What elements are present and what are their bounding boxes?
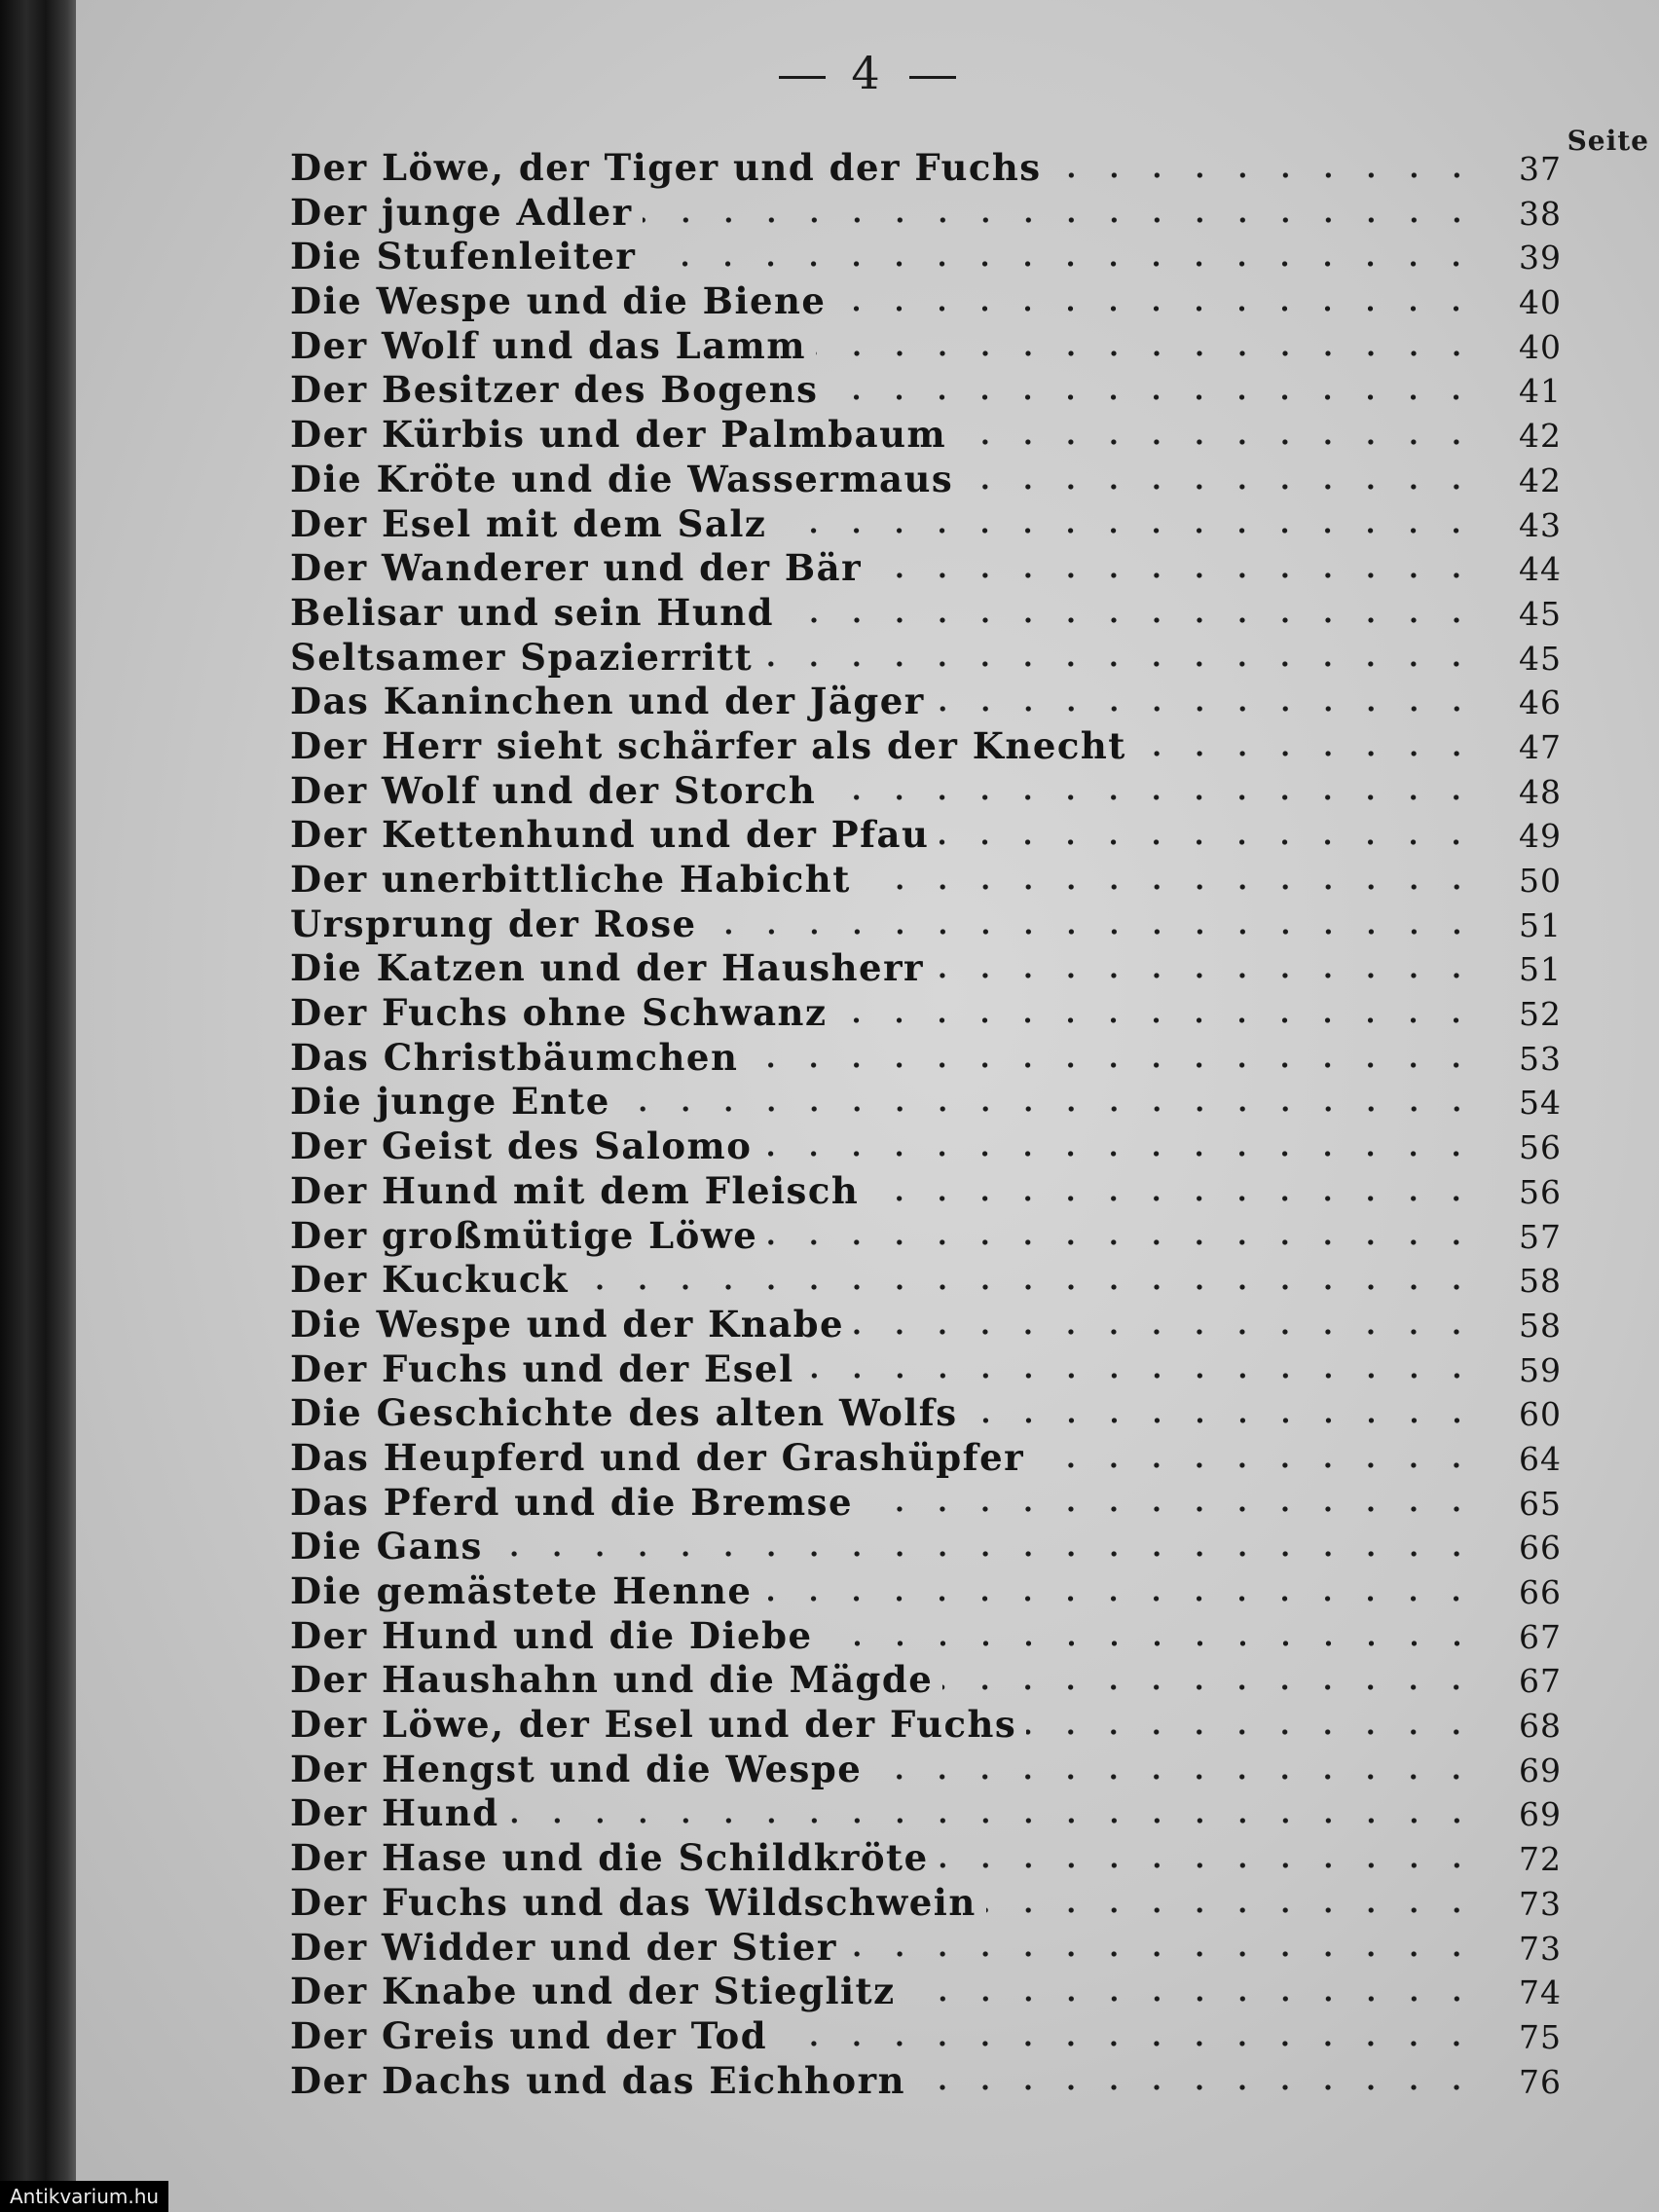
toc-entry-title: Der Herr sieht schärfer als der Knecht — [290, 723, 1126, 767]
toc-entry-page: 64 — [1519, 1439, 1562, 1478]
toc-entry-title: Der Hund mit dem Fleisch — [290, 1168, 860, 1212]
toc-entry-page: 43 — [1519, 505, 1562, 544]
toc-entry — [290, 546, 1562, 591]
toc-entry-page: 40 — [1519, 327, 1562, 366]
dot-leader — [509, 1818, 1478, 1824]
toc-entry — [290, 1303, 1562, 1347]
dot-leader — [761, 1596, 1478, 1602]
dot-leader — [939, 1862, 1478, 1868]
toc-entry — [290, 1080, 1562, 1124]
toc-entry-title: Der junge Adler — [290, 190, 633, 234]
toc-entry-page: 44 — [1519, 550, 1562, 589]
dot-leader — [935, 706, 1478, 712]
toc-entry — [290, 858, 1562, 903]
dot-leader — [863, 1506, 1478, 1512]
dot-leader — [493, 1551, 1478, 1557]
toc-entry — [290, 191, 1562, 236]
dot-leader — [761, 1151, 1478, 1157]
toc-entry — [290, 235, 1562, 279]
dot-leader — [836, 1017, 1478, 1023]
dot-leader — [847, 1951, 1478, 1957]
toc-entry-title: Der Wolf und der Storch — [290, 768, 817, 812]
dot-leader — [1026, 1729, 1478, 1735]
toc-entry-page: 42 — [1519, 417, 1562, 456]
dot-leader — [804, 1373, 1478, 1379]
toc-entry-page: 73 — [1519, 1884, 1562, 1923]
toc-entry-page: 37 — [1519, 150, 1562, 188]
toc-entry — [290, 279, 1562, 324]
toc-entry-page: 60 — [1519, 1395, 1562, 1434]
toc-entry — [290, 2014, 1562, 2059]
dot-leader — [578, 1284, 1478, 1290]
dot-leader — [784, 617, 1478, 623]
toc-entry-title: Die Wespe und die Biene — [290, 279, 827, 323]
dot-leader — [762, 661, 1478, 667]
dot-leader — [942, 1684, 1478, 1690]
toc-entry-page: 42 — [1519, 461, 1562, 499]
page-number — [76, 47, 1659, 99]
toc-entry-page: 45 — [1519, 639, 1562, 678]
toc-entry — [290, 1391, 1562, 1436]
toc-entry-title: Der Greis und der Tod — [290, 2013, 768, 2057]
toc-entry — [290, 1258, 1562, 1303]
left-dash — [779, 76, 826, 79]
toc-entry — [290, 1214, 1562, 1259]
toc-entry — [290, 1525, 1562, 1569]
toc-entry-page: 75 — [1519, 2017, 1562, 2056]
toc-entry — [290, 591, 1562, 636]
right-dash — [909, 76, 956, 79]
toc-entry-page: 40 — [1519, 283, 1562, 322]
toc-entry-title: Der Kürbis und der Palmbaum — [290, 413, 947, 457]
toc-entry-title: Die Stufenleiter — [290, 235, 637, 278]
toc-entry-title: Die Geschichte des alten Wolfs — [290, 1391, 958, 1435]
toc-entry-page: 66 — [1519, 1573, 1562, 1611]
page-column-label: Seite — [1567, 125, 1649, 157]
toc-entry-title: Das Pferd und die Bremse — [290, 1480, 854, 1524]
toc-entry-page: 66 — [1519, 1529, 1562, 1567]
toc-entry-page: 51 — [1519, 950, 1562, 989]
toc-entry-title: Die Kröte und die Wassermaus — [290, 457, 954, 500]
toc-entry-page: 48 — [1519, 772, 1562, 811]
toc-entry — [290, 636, 1562, 681]
toc-entry-title: Die junge Ente — [290, 1080, 610, 1124]
toc-entry-title: Die Gans — [290, 1525, 483, 1568]
toc-entry-title: Der Fuchs und der Esel — [290, 1346, 794, 1390]
book-spine — [0, 0, 76, 2212]
toc-entry-page: 53 — [1519, 1039, 1562, 1078]
toc-entry-page: 68 — [1519, 1707, 1562, 1746]
toc-entry-title: Der Geist des Salomo — [290, 1124, 753, 1168]
toc-entry — [290, 458, 1562, 502]
toc-entry-title: Der Hund — [290, 1791, 499, 1835]
toc-entry-title: Der Wanderer und der Bär — [290, 546, 863, 590]
toc-entry — [290, 1124, 1562, 1169]
toc-entry-page: 73 — [1519, 1929, 1562, 1968]
toc-entry-page: 58 — [1519, 1306, 1562, 1345]
toc-entry-page: 67 — [1519, 1662, 1562, 1701]
dot-leader — [861, 884, 1478, 890]
toc-entry-page: 65 — [1519, 1484, 1562, 1523]
toc-entry — [290, 1970, 1562, 2014]
toc-entry — [290, 324, 1562, 369]
toc-entry — [290, 502, 1562, 547]
dot-leader — [643, 217, 1478, 223]
dot-leader — [915, 2084, 1478, 2090]
dot-leader — [645, 261, 1478, 267]
toc-entry-title: Der großmütige Löwe — [290, 1213, 758, 1257]
toc-entry-title: Seltsamer Spazierritt — [290, 635, 754, 679]
toc-entry-title: Die gemästete Henne — [290, 1569, 753, 1612]
toc-entry-page: 59 — [1519, 1350, 1562, 1389]
dot-leader — [986, 1907, 1478, 1913]
toc-entry-title: Der Wolf und das Lamm — [290, 323, 806, 367]
dot-leader — [854, 1329, 1478, 1335]
dot-leader — [826, 794, 1478, 800]
toc-entry — [290, 1791, 1562, 1836]
toc-entry-title: Der Haushahn und die Mägde — [290, 1658, 934, 1702]
toc-entry-page: 57 — [1519, 1217, 1562, 1256]
toc-entry-title: Der Widder und der Stier — [290, 1925, 837, 1969]
dot-leader — [934, 973, 1478, 978]
toc-entry-page: 39 — [1519, 239, 1562, 277]
toc-entry-page: 67 — [1519, 1617, 1562, 1656]
toc-entry — [290, 1169, 1562, 1214]
toc-entry — [290, 1614, 1562, 1659]
dot-leader — [620, 1106, 1478, 1112]
dot-leader — [776, 528, 1478, 534]
toc-entry — [290, 146, 1562, 191]
toc-entry — [290, 1436, 1562, 1481]
dot-leader — [823, 1641, 1478, 1646]
toc-entry — [290, 724, 1562, 769]
dot-leader — [871, 572, 1478, 578]
toc-entry-title: Der Hase und die Schildkröte — [290, 1836, 929, 1880]
toc-entry-title: Das Christbäumchen — [290, 1035, 739, 1079]
toc-entry — [290, 1569, 1562, 1614]
dot-leader — [1051, 172, 1478, 178]
toc-entry — [290, 1881, 1562, 1926]
toc-entry-title: Der Löwe, der Tiger und der Fuchs — [290, 146, 1042, 189]
toc-entry-title: Der Fuchs ohne Schwanz — [290, 991, 828, 1035]
toc-entry — [290, 1703, 1562, 1748]
toc-entry-title: Der Esel mit dem Salz — [290, 501, 767, 545]
toc-entry — [290, 680, 1562, 724]
toc-entry-title: Der Kettenhund und der Pfau — [290, 813, 930, 857]
dot-leader — [777, 2041, 1478, 2046]
toc-entry-page: 46 — [1519, 683, 1562, 722]
toc-entry-page: 56 — [1519, 1172, 1562, 1211]
toc-entry — [290, 1836, 1562, 1881]
book-page — [76, 0, 1659, 2212]
toc-entry — [290, 1481, 1562, 1526]
toc-entry-page: 72 — [1519, 1840, 1562, 1879]
toc-entry — [290, 1748, 1562, 1792]
dot-leader — [828, 394, 1478, 400]
dot-leader — [939, 839, 1478, 845]
toc-entry-title: Der Dachs und das Eichhorn — [290, 2058, 905, 2102]
dot-leader — [835, 306, 1478, 312]
dot-leader — [1136, 751, 1478, 756]
toc-entry-title: Der Fuchs und das Wildschwein — [290, 1880, 977, 1924]
dot-leader — [816, 350, 1478, 356]
toc-entry — [290, 368, 1562, 413]
dot-leader — [905, 1996, 1478, 2002]
dot-leader — [956, 439, 1478, 445]
toc-entry-page: 69 — [1519, 1751, 1562, 1789]
toc-entry-title: Ursprung der Rose — [290, 902, 697, 945]
toc-entry-title: Der Löwe, der Esel und der Fuchs — [290, 1703, 1017, 1747]
toc-entry-title: Belisar und sein Hund — [290, 590, 774, 634]
dot-leader — [767, 1239, 1478, 1245]
toc-entry-page: 54 — [1519, 1084, 1562, 1123]
toc-entry-page: 45 — [1519, 594, 1562, 633]
toc-entry — [290, 413, 1562, 458]
dot-leader — [868, 1196, 1478, 1201]
toc-entry-page: 50 — [1519, 862, 1562, 900]
dot-leader — [968, 1418, 1478, 1423]
toc-entry — [290, 813, 1562, 858]
toc-entry-title: Der Besitzer des Bogens — [290, 368, 819, 412]
page-number-text: 4 — [851, 47, 884, 99]
toc-entry-page: 76 — [1519, 2062, 1562, 2101]
toc-entry-title: Der Kuckuck — [290, 1258, 569, 1302]
toc-entry-page: 74 — [1519, 1973, 1562, 2012]
toc-entry-title: Das Kaninchen und der Jäger — [290, 680, 925, 723]
toc-entry-page: 41 — [1519, 372, 1562, 411]
dot-leader — [871, 1774, 1478, 1780]
toc-entry — [290, 1036, 1562, 1081]
toc-entry — [290, 991, 1562, 1036]
table-of-contents — [290, 146, 1562, 2103]
toc-entry-title: Die Katzen und der Hausherr — [290, 946, 925, 990]
toc-entry-page: 52 — [1519, 995, 1562, 1034]
dot-leader — [707, 929, 1478, 935]
toc-entry-title: Der unerbittliche Habicht — [290, 858, 851, 901]
toc-entry — [290, 769, 1562, 814]
toc-entry-page: 51 — [1519, 905, 1562, 944]
dot-leader — [963, 484, 1478, 490]
toc-entry-page: 58 — [1519, 1262, 1562, 1301]
toc-entry-title: Die Wespe und der Knabe — [290, 1302, 845, 1346]
toc-entry-page: 56 — [1519, 1128, 1562, 1167]
toc-entry — [290, 903, 1562, 947]
toc-entry — [290, 946, 1562, 991]
dot-leader — [1034, 1462, 1478, 1468]
toc-entry-page: 49 — [1519, 817, 1562, 856]
toc-entry-title: Der Knabe und der Stieglitz — [290, 1970, 896, 2013]
toc-entry — [290, 1347, 1562, 1392]
toc-entry-title: Der Hengst und die Wespe — [290, 1747, 863, 1790]
watermark: Antikvarium.hu — [0, 2181, 168, 2212]
toc-entry-page: 69 — [1519, 1795, 1562, 1834]
toc-entry — [290, 2059, 1562, 2104]
toc-entry — [290, 1926, 1562, 1971]
toc-entry-title: Der Hund und die Diebe — [290, 1613, 813, 1657]
toc-entry-title: Das Heupferd und der Grashüpfer — [290, 1435, 1025, 1479]
dot-leader — [748, 1062, 1478, 1068]
toc-entry-page: 38 — [1519, 194, 1562, 233]
toc-entry — [290, 1658, 1562, 1703]
toc-entry-page: 47 — [1519, 727, 1562, 766]
